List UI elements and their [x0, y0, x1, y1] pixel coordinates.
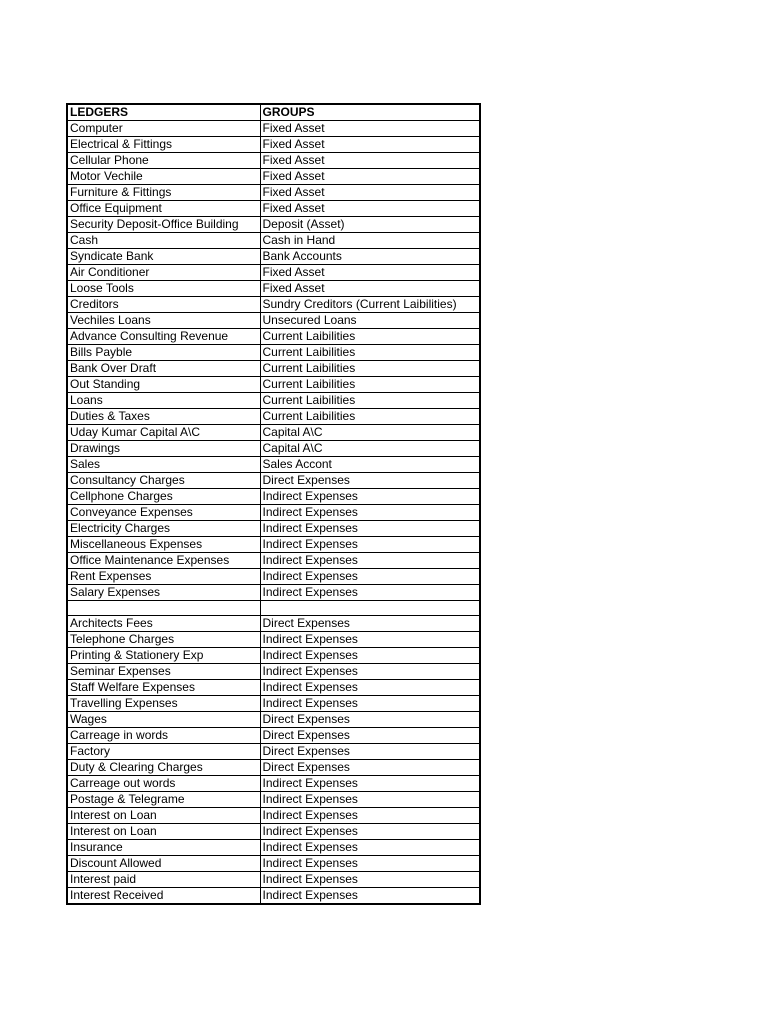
- group-cell: Fixed Asset: [260, 121, 480, 137]
- table-row: [67, 457, 480, 473]
- header-ledgers: LEDGERS: [67, 104, 260, 121]
- ledger-cell: Vechiles Loans: [67, 313, 260, 329]
- table-row: [67, 281, 480, 297]
- group-cell: Indirect Expenses: [260, 648, 480, 664]
- table-row: [67, 521, 480, 537]
- group-cell: [260, 601, 480, 616]
- group-cell: Sales Accont: [260, 457, 480, 473]
- ledger-cell: Bank Over Draft: [67, 361, 260, 377]
- table-row: [67, 329, 480, 345]
- ledger-cell: Security Deposit-Office Building: [67, 217, 260, 233]
- ledger-cell: Architects Fees: [67, 616, 260, 632]
- group-cell: Indirect Expenses: [260, 792, 480, 808]
- ledger-cell: Factory: [67, 744, 260, 760]
- ledger-cell: Loans: [67, 393, 260, 409]
- table-row: [67, 712, 480, 728]
- table-row: [67, 840, 480, 856]
- ledger-cell: Creditors: [67, 297, 260, 313]
- ledger-cell: Interest on Loan: [67, 808, 260, 824]
- table-row: [67, 537, 480, 553]
- group-cell: Current Laibilities: [260, 329, 480, 345]
- table-row: [67, 473, 480, 489]
- ledger-cell: Conveyance Expenses: [67, 505, 260, 521]
- ledger-cell: Wages: [67, 712, 260, 728]
- group-cell: Indirect Expenses: [260, 585, 480, 601]
- group-cell: Indirect Expenses: [260, 489, 480, 505]
- table-row: [67, 585, 480, 601]
- table-row: [67, 616, 480, 632]
- ledger-cell: Sales: [67, 457, 260, 473]
- table-row: [67, 361, 480, 377]
- table-row: [67, 744, 480, 760]
- ledger-cell: Air Conditioner: [67, 265, 260, 281]
- table-row: [67, 760, 480, 776]
- table-row: [67, 808, 480, 824]
- table-row: [67, 696, 480, 712]
- group-cell: Direct Expenses: [260, 744, 480, 760]
- table-row: [67, 153, 480, 169]
- table-row: [67, 297, 480, 313]
- group-cell: Indirect Expenses: [260, 521, 480, 537]
- group-cell: Indirect Expenses: [260, 808, 480, 824]
- table-row: [67, 345, 480, 361]
- ledger-cell: Electrical & Fittings: [67, 137, 260, 153]
- table-row: [67, 664, 480, 680]
- table-row: [67, 856, 480, 872]
- ledger-cell: Interest paid: [67, 872, 260, 888]
- ledger-cell: Out Standing: [67, 377, 260, 393]
- group-cell: Fixed Asset: [260, 281, 480, 297]
- table-row: [67, 792, 480, 808]
- table-row: [67, 776, 480, 792]
- ledger-cell: Office Equipment: [67, 201, 260, 217]
- ledger-cell: Discount Allowed: [67, 856, 260, 872]
- group-cell: Direct Expenses: [260, 712, 480, 728]
- group-cell: Indirect Expenses: [260, 696, 480, 712]
- table-row: [67, 425, 480, 441]
- group-cell: Fixed Asset: [260, 185, 480, 201]
- group-cell: Fixed Asset: [260, 201, 480, 217]
- group-cell: Direct Expenses: [260, 728, 480, 744]
- ledger-cell: Carreage in words: [67, 728, 260, 744]
- ledger-cell: Duty & Clearing Charges: [67, 760, 260, 776]
- ledger-cell: Computer: [67, 121, 260, 137]
- ledger-cell: Printing & Stationery Exp: [67, 648, 260, 664]
- group-cell: Indirect Expenses: [260, 856, 480, 872]
- table-row: [67, 888, 480, 905]
- table-row: [67, 632, 480, 648]
- ledger-cell: Cash: [67, 233, 260, 249]
- ledger-cell: Office Maintenance Expenses: [67, 553, 260, 569]
- group-cell: Indirect Expenses: [260, 840, 480, 856]
- ledger-cell: Bills Payble: [67, 345, 260, 361]
- ledger-cell: Interest Received: [67, 888, 260, 905]
- group-cell: Indirect Expenses: [260, 680, 480, 696]
- table-row: [67, 553, 480, 569]
- table-row: [67, 824, 480, 840]
- ledger-cell: Staff Welfare Expenses: [67, 680, 260, 696]
- table-row: [67, 137, 480, 153]
- ledger-cell: Furniture & Fittings: [67, 185, 260, 201]
- table-row: [67, 393, 480, 409]
- table-row: [67, 409, 480, 425]
- group-cell: Fixed Asset: [260, 137, 480, 153]
- ledger-cell: Postage & Telegrame: [67, 792, 260, 808]
- table-row: [67, 680, 480, 696]
- ledger-cell: Seminar Expenses: [67, 664, 260, 680]
- group-cell: Deposit (Asset): [260, 217, 480, 233]
- table-header-row: [67, 104, 480, 121]
- group-cell: Indirect Expenses: [260, 824, 480, 840]
- group-cell: Direct Expenses: [260, 473, 480, 489]
- table-row: [67, 489, 480, 505]
- table-row: [67, 505, 480, 521]
- group-cell: Capital A\C: [260, 425, 480, 441]
- ledger-cell: Carreage out words: [67, 776, 260, 792]
- group-cell: Indirect Expenses: [260, 553, 480, 569]
- ledger-cell: Electricity Charges: [67, 521, 260, 537]
- group-cell: Indirect Expenses: [260, 569, 480, 585]
- group-cell: Indirect Expenses: [260, 505, 480, 521]
- group-cell: Fixed Asset: [260, 169, 480, 185]
- ledger-cell: Duties & Taxes: [67, 409, 260, 425]
- table-row: [67, 265, 480, 281]
- ledger-cell: Interest on Loan: [67, 824, 260, 840]
- group-cell: Indirect Expenses: [260, 888, 480, 905]
- group-cell: Unsecured Loans: [260, 313, 480, 329]
- group-cell: Indirect Expenses: [260, 872, 480, 888]
- group-cell: Bank Accounts: [260, 249, 480, 265]
- table-row: [67, 185, 480, 201]
- table-row: [67, 377, 480, 393]
- table-row: [67, 217, 480, 233]
- ledger-cell: Uday Kumar Capital A\C: [67, 425, 260, 441]
- table-row: [67, 201, 480, 217]
- ledger-cell: Loose Tools: [67, 281, 260, 297]
- group-cell: Current Laibilities: [260, 377, 480, 393]
- group-cell: Fixed Asset: [260, 265, 480, 281]
- ledger-cell: [67, 601, 260, 616]
- ledger-groups-table: [66, 103, 481, 905]
- group-cell: Current Laibilities: [260, 409, 480, 425]
- group-cell: Indirect Expenses: [260, 632, 480, 648]
- group-cell: Fixed Asset: [260, 153, 480, 169]
- group-cell: Direct Expenses: [260, 616, 480, 632]
- group-cell: Indirect Expenses: [260, 776, 480, 792]
- table-row: [67, 601, 480, 616]
- group-cell: Direct Expenses: [260, 760, 480, 776]
- ledger-cell: Insurance: [67, 840, 260, 856]
- table-row: [67, 648, 480, 664]
- group-cell: Current Laibilities: [260, 361, 480, 377]
- group-cell: Capital A\C: [260, 441, 480, 457]
- table-row: [67, 569, 480, 585]
- ledger-cell: Motor Vechile: [67, 169, 260, 185]
- table-row: [67, 121, 480, 137]
- ledger-cell: Salary Expenses: [67, 585, 260, 601]
- ledger-cell: Cellular Phone: [67, 153, 260, 169]
- table-row: [67, 441, 480, 457]
- ledger-cell: Miscellaneous Expenses: [67, 537, 260, 553]
- ledger-cell: Travelling Expenses: [67, 696, 260, 712]
- ledger-cell: Cellphone Charges: [67, 489, 260, 505]
- ledger-cell: Consultancy Charges: [67, 473, 260, 489]
- table-row: [67, 233, 480, 249]
- table-row: [67, 728, 480, 744]
- group-cell: Cash in Hand: [260, 233, 480, 249]
- table-row: [67, 249, 480, 265]
- ledger-cell: Drawings: [67, 441, 260, 457]
- ledger-cell: Syndicate Bank: [67, 249, 260, 265]
- table-row: [67, 169, 480, 185]
- group-cell: Sundry Creditors (Current Laibilities): [260, 297, 480, 313]
- table-row: [67, 872, 480, 888]
- table-row: [67, 313, 480, 329]
- group-cell: Indirect Expenses: [260, 537, 480, 553]
- table-body: [67, 121, 480, 905]
- ledger-cell: Telephone Charges: [67, 632, 260, 648]
- group-cell: Indirect Expenses: [260, 664, 480, 680]
- group-cell: Current Laibilities: [260, 393, 480, 409]
- group-cell: Current Laibilities: [260, 345, 480, 361]
- ledger-cell: Advance Consulting Revenue: [67, 329, 260, 345]
- ledger-cell: Rent Expenses: [67, 569, 260, 585]
- header-groups: GROUPS: [260, 104, 480, 121]
